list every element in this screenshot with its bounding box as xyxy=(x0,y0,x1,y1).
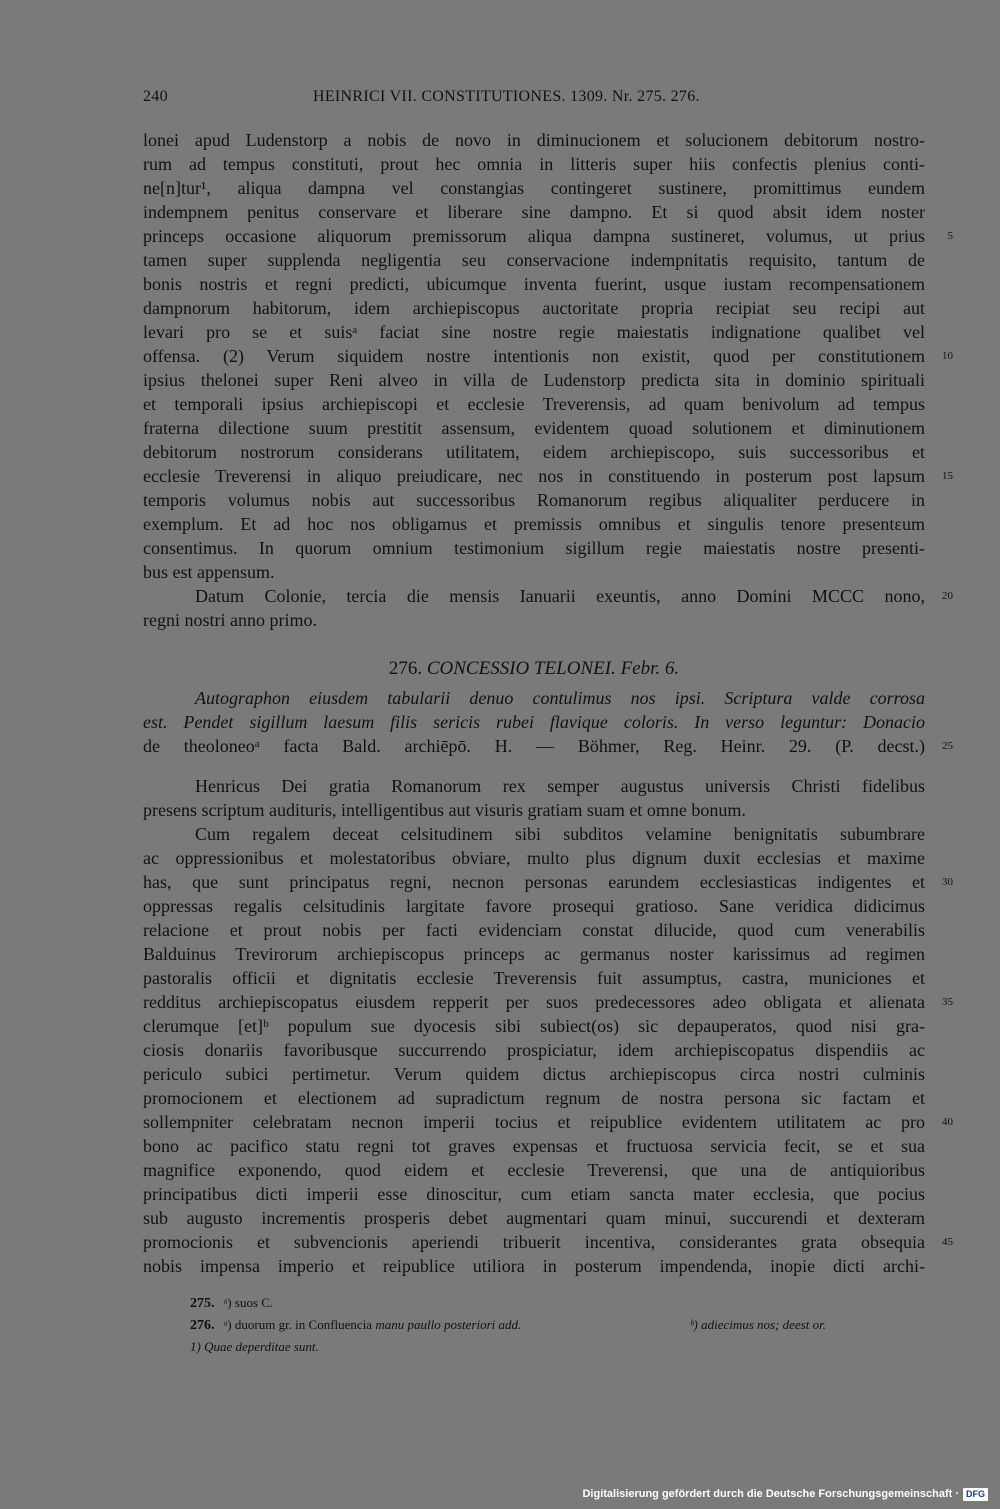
document-275-text xyxy=(143,128,953,632)
text-line xyxy=(143,1134,925,1158)
text-line xyxy=(143,942,925,966)
document-276-source-note xyxy=(143,686,953,758)
text-line xyxy=(143,224,953,248)
line-text: levari pro se et suisᵃ faciat sine nostre regie maiestatis indignatione qualibet vel xyxy=(143,322,925,342)
text-line xyxy=(143,560,925,584)
text-line xyxy=(143,1014,925,1038)
text-line xyxy=(143,774,925,798)
line-text: debitorum nostrorum considerans utilitatem, eidem archiepiscopo, suis successoribus et xyxy=(143,442,925,462)
line-text: consentimus. In quorum omnium testimonium sigillum regie maiestatis nostre presenti- xyxy=(143,538,925,558)
footnote-text-a: ᵃ) duorum gr. in Confluencia xyxy=(223,1317,373,1332)
text-line xyxy=(143,320,925,344)
line-text: ipsius thelonei super Reni alveo in villa de Ludenstorp predicta sita in dominio spirituali xyxy=(143,370,925,390)
text-line xyxy=(143,176,925,200)
document-title: CONCESSIO TELONEI. xyxy=(426,658,616,679)
text-line xyxy=(143,272,925,296)
line-text: sollempniter celebratam necnon imperii tocius et reipublice evidentem utilitatem ac pro xyxy=(143,1112,925,1132)
text-line xyxy=(143,368,925,392)
footnote-276 xyxy=(190,1314,925,1336)
text-line xyxy=(143,416,925,440)
document-number: 276. xyxy=(388,658,423,679)
text-line xyxy=(143,584,953,608)
text-line xyxy=(143,1254,925,1278)
text-line xyxy=(143,822,925,846)
line-text: ciosis donariis favoribusque succurrendo prospiciatur, idem archiepiscopatus dispendiis ac xyxy=(143,1040,925,1060)
text-line xyxy=(143,966,925,990)
line-text: periculo subici pertimetur. Verum quidem dictus archiepiscopus circa nostri culminis xyxy=(143,1064,925,1084)
line-text: bus est appensum. xyxy=(143,562,275,582)
line-text: de theoloneoᵃ facta Bald. archiēpō. H. — Böhmer, Reg. Heinr. 29. (P. decst.) xyxy=(143,736,925,756)
page-number: 240 xyxy=(143,88,168,105)
line-text: promocionem et electionem ad supradictum regnum de nostra persona sic factam et xyxy=(143,1088,925,1108)
line-text: sub augusto incrementis prosperis debet augmentari quam minui, succurendi et dexteram xyxy=(143,1208,925,1228)
footnote-1 xyxy=(190,1336,925,1358)
line-text: exemplum. Et ad hoc nos obligamus et premissis omnibus et singulis tenore presentεum xyxy=(143,514,925,534)
line-text: magnifice exponendo, quod eidem et ecclesie Treverensi, que una de antiquioribus xyxy=(143,1160,925,1180)
text-line xyxy=(143,894,925,918)
line-number: 35 xyxy=(942,996,953,1008)
line-text: ac oppressionibus et molestatoribus obviare, multo plus dignum duxit ecclesias et maxime xyxy=(143,848,925,868)
line-text: redditus archiepiscopatus eiusdem repperit per suos predecessores adeo obligata et alienata xyxy=(143,992,925,1012)
text-line xyxy=(143,488,925,512)
text-line xyxy=(143,608,925,632)
line-text: offensa. (2) Verum siquidem nostre intentionis non existit, quod per constitutionem xyxy=(143,346,925,366)
footnote-number: 276. xyxy=(190,1318,215,1333)
line-text: relacione et prout nobis per facti evidenciam constat dilucide, quod cum venerabilis xyxy=(143,920,925,940)
text-line xyxy=(143,1206,925,1230)
line-number: 5 xyxy=(947,230,953,242)
text-line xyxy=(143,990,953,1014)
line-text: bonis nostris et regni predicti, ubicumque inventa fuerint, usque iustam recompensationem xyxy=(143,274,925,294)
text-line xyxy=(143,512,925,536)
text-line xyxy=(143,1038,925,1062)
text-line xyxy=(143,464,953,488)
footnote-number: 275. xyxy=(190,1296,215,1311)
line-number: 30 xyxy=(942,876,953,888)
text-line xyxy=(143,128,925,152)
line-text: regni nostri anno primo. xyxy=(143,610,317,630)
text-line xyxy=(143,798,925,822)
text-line xyxy=(143,344,953,368)
line-text: pastoralis officii et dignitatis ecclesie Treverensis fuit assumptus, castra, municiones et xyxy=(143,968,925,988)
line-number: 15 xyxy=(942,470,953,482)
line-text: bono ac pacifico statu regni tot graves expensas et fructuosa servicia fecit, se et sua xyxy=(143,1136,925,1156)
text-line xyxy=(143,870,953,894)
credit-text: Digitalisierung gefördert durch die Deutsche Forschungsgemeinschaft · xyxy=(582,1488,959,1500)
text-line xyxy=(143,1230,953,1254)
line-text: promocionis et subvencionis aperiendi tribuerit incentiva, considerantes grata obsequia xyxy=(143,1232,925,1252)
line-text: rum ad tempus constituti, prout hec omnia in litteris super hiis confectis plenius conti- xyxy=(143,154,925,174)
line-text: est. Pendet sigillum laesum filis sericis rubei flavique coloris. In verso leguntur: Donacio xyxy=(143,712,925,732)
footnote-text: 1) Quae deperditae sunt. xyxy=(190,1339,319,1354)
text-line xyxy=(143,1062,925,1086)
line-text: ecclesie Treverensi in aliquo preiudicare, nec nos in constituendo in posterum post lapsum xyxy=(143,466,925,486)
text-line xyxy=(143,734,953,758)
line-number: 25 xyxy=(942,740,953,752)
footnote-text: ᵃ) suos C. xyxy=(223,1295,274,1310)
text-line xyxy=(143,296,925,320)
line-text: Autographon eiusdem tabularii denuo contulimus nos ipsi. Scriptura valde corrosa xyxy=(195,688,925,708)
text-line xyxy=(143,1110,953,1134)
text-line xyxy=(143,536,925,560)
line-text: Balduinus Trevirorum archiepiscopus princeps ac germanus noster karissimus ad regimen xyxy=(143,944,925,964)
line-text: principatibus dicti imperii esse dinoscitur, cum etiam sancta mater ecclesia, que pocius xyxy=(143,1184,925,1204)
text-line xyxy=(143,1158,925,1182)
line-text: nobis impensa imperio et reipublice utiliora in posterum impendenda, inopie dicti archi- xyxy=(143,1256,925,1276)
line-text: Datum Colonie, tercia die mensis Ianuarii exeuntis, anno Domini MCCC nono, xyxy=(195,586,925,606)
line-text: ne[n]tur¹, aliqua dampna vel constangias contingeret sustinere, promittimus eundem xyxy=(143,178,925,198)
footnote-text-a-italic: manu paullo posteriori add. xyxy=(375,1317,522,1332)
line-text: Henricus Dei gratia Romanorum rex semper augustus universis Christi fidelibus xyxy=(195,776,925,796)
line-text: lonei apud Ludenstorp a nobis de novo in diminucionem et solucionem debitorum nostro- xyxy=(143,130,925,150)
line-number: 10 xyxy=(942,350,953,362)
line-text: presens scriptum audituris, intelligentibus aut visuris gratiam suam et omne bonum. xyxy=(143,800,746,820)
line-number: 20 xyxy=(942,590,953,602)
document-276-text xyxy=(143,774,953,1278)
line-text: has, que sunt principatus regni, necnon personas earundem ecclesiasticas indigentes et xyxy=(143,872,925,892)
line-text: et temporali ipsius archiepiscopi et ecclesie Treverensis, ad quam benivolum ad tempus xyxy=(143,394,925,414)
dfg-logo: DFG xyxy=(963,1488,988,1501)
line-text: indempnem penitus conservare et liberare sine dampno. Et si quod absit idem noster xyxy=(143,202,925,222)
text-line xyxy=(143,392,925,416)
text-line xyxy=(143,152,925,176)
line-number: 45 xyxy=(942,1236,953,1248)
text-line xyxy=(143,440,925,464)
running-head-title: HEINRICI VII. CONSTITUTIONES. 1309. Nr. 275. 276. xyxy=(313,88,700,105)
text-line xyxy=(143,918,925,942)
line-text: princeps occasione aliquorum premissorum aliqua dampna sustineret, volumus, ut prius xyxy=(143,226,925,246)
document-date: Febr. 6. xyxy=(620,658,680,679)
document-276-heading xyxy=(143,656,925,682)
footnote-text-b: ᵇ) adiecimus nos; deest or. xyxy=(690,1317,827,1332)
text-line xyxy=(143,710,925,734)
text-line xyxy=(143,846,925,870)
text-line xyxy=(143,1086,925,1110)
digitization-credit xyxy=(582,1487,988,1501)
line-text: tamen super supplenda negligentia seu conservacione indempnitatis requisito, tantum de xyxy=(143,250,925,270)
line-number: 40 xyxy=(942,1116,953,1128)
line-text: fraterna dilectione suum prestitit assensum, evidentem quoad solutionem et diminutionem xyxy=(143,418,925,438)
line-text: temporis volumus nobis aut successoribus Romanorum regibus aliqualiter perducere in xyxy=(143,490,925,510)
line-text: Cum regalem deceat celsitudinem sibi subditos velamine benignitatis subumbrare xyxy=(195,824,925,844)
text-line xyxy=(143,686,925,710)
text-line xyxy=(143,248,925,272)
footnotes xyxy=(190,1292,925,1358)
line-text: dampnorum habitorum, idem archiepiscopus auctoritate propria recipiat seu recipi aut xyxy=(143,298,925,318)
line-text: clerumque [et]ᵇ populum sue dyocesis sibi subiect(os) sic depauperatos, quod nisi gra- xyxy=(143,1016,925,1036)
line-text: oppressas regalis celsitudinis largitate favore prosequi gratioso. Sane veridica didicimus xyxy=(143,896,925,916)
footnote-275 xyxy=(190,1292,925,1314)
text-line xyxy=(143,200,925,224)
text-line xyxy=(143,1182,925,1206)
